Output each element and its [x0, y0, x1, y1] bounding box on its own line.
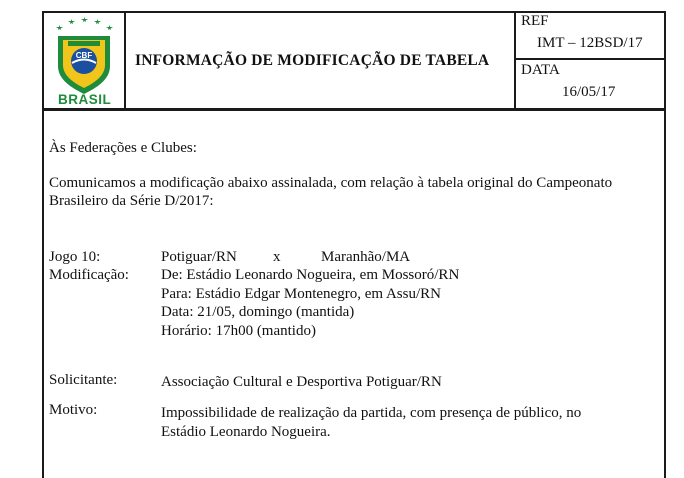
- date-value: 16/05/17: [562, 84, 616, 100]
- requester-label: Solicitante:: [49, 372, 118, 388]
- frame-left-border: [42, 11, 44, 478]
- versus-mark: x: [273, 249, 281, 265]
- cbf-shield-text: CBF: [75, 51, 93, 60]
- salutation: Às Federações e Clubes:: [49, 140, 197, 156]
- frame-top-border: [42, 11, 666, 13]
- modification-from: De: Estádio Leonardo Nogueira, em Mossoró/RN: [161, 267, 460, 283]
- away-team: Maranhão/MA: [321, 249, 411, 265]
- home-team: Potiguar/RN: [161, 249, 237, 265]
- intro-line-1: Comunicamos a modificação abaixo assinalada, com relação à tabela original do Campeonato: [49, 175, 613, 191]
- logo-text: BRASIL: [58, 92, 112, 107]
- modification-time: Horário: 17h00 (mantido): [161, 323, 316, 339]
- date-label: DATA: [521, 62, 560, 78]
- ref-value: IMT – 12BSD/17: [537, 35, 643, 51]
- modification-label: Modificação:: [49, 267, 129, 283]
- reason-line-2: Estádio Leonardo Nogueira.: [161, 424, 331, 440]
- header-divider: [42, 108, 666, 111]
- reason-label: Motivo:: [49, 402, 98, 418]
- document-title: INFORMAÇÃO DE MODIFICAÇÃO DE TABELA: [135, 52, 490, 69]
- modification-date: Data: 21/05, domingo (mantida): [161, 304, 355, 320]
- intro-line-2: Brasileiro da Série D/2017:: [49, 193, 214, 209]
- ref-label: REF: [521, 13, 549, 29]
- ref-date-divider: [514, 58, 666, 60]
- modification-to: Para: Estádio Edgar Montenegro, em Assu/RN: [161, 286, 441, 302]
- reason-line-1: Impossibilidade de realização da partida, com presença de público, no: [161, 405, 582, 421]
- game-label: Jogo 10:: [49, 249, 101, 265]
- ref-cell-divider: [514, 11, 516, 110]
- logo-cell-divider: [124, 11, 126, 110]
- requester-value: Associação Cultural e Desportiva Potiguar/RN: [161, 374, 442, 390]
- frame-right-border: [664, 11, 666, 478]
